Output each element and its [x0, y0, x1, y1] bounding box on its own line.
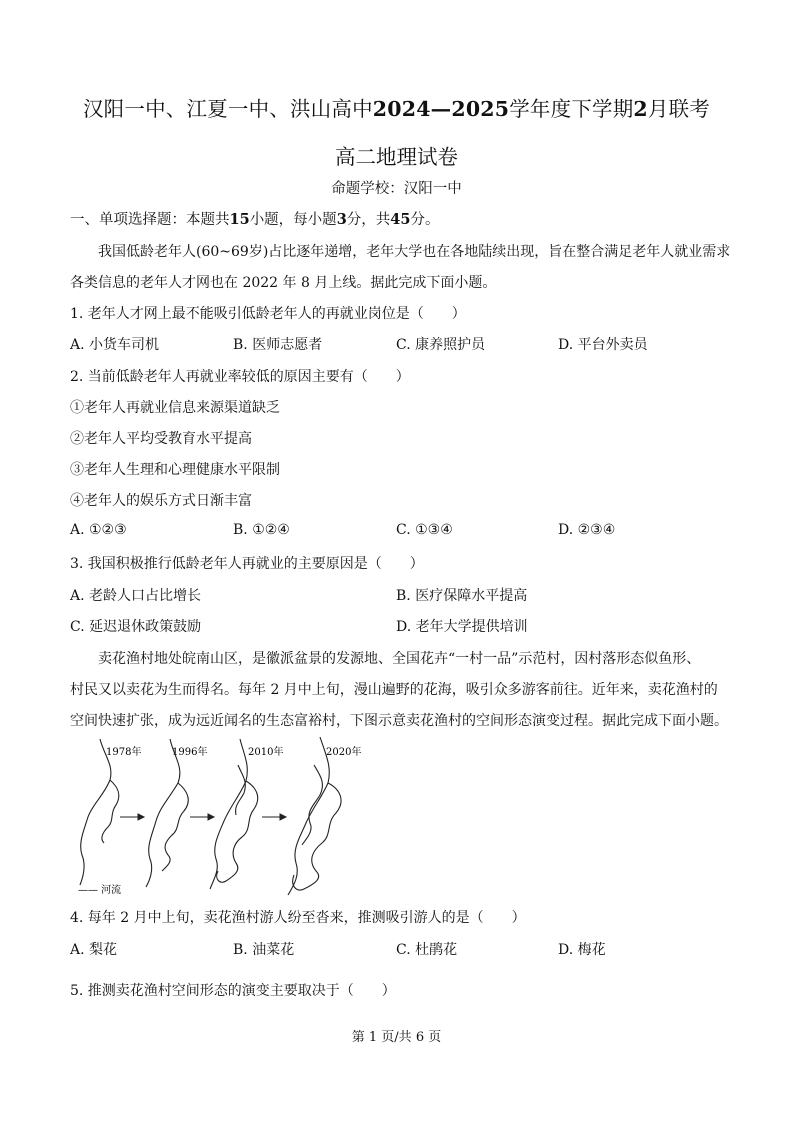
q3-option-d[interactable]: D. 老年大学提供培训: [396, 619, 528, 635]
q5-stem: 5. 推测卖花渔村空间形态的演变主要取决于（ ）: [70, 983, 396, 999]
q4-stem: 4. 每年 2 月中上旬，卖花渔村游人纷至沓来，推测吸引游人的是（ ）: [70, 910, 526, 926]
year-label-2010: 2010年: [248, 747, 284, 758]
q2-option-c[interactable]: C. ①③④: [396, 522, 453, 538]
q4-option-a[interactable]: A. 梨花: [70, 942, 118, 958]
passage2-line2: 村民又以卖花为生而得名。每年 2 月中上旬，漫山遍野的花海，吸引众多游客前往。近年来，卖花渔村的: [70, 682, 718, 698]
section-mid2: 分，共: [346, 212, 391, 228]
title-year: 2024—2025: [372, 97, 510, 121]
village-2020-inner: [302, 765, 322, 845]
passage1-line1: 我国低龄老年人(60~69岁)占比逐年递增，老年大学也在各地陆续出现，旨在整合满足老年人就业需求: [98, 244, 731, 260]
year-label-1978: 1978年: [106, 747, 142, 758]
q2-option-a[interactable]: A. ①②③: [70, 522, 127, 538]
village-2010-inner: [236, 765, 246, 815]
school-line: 命题学校：汉阳一中: [331, 181, 462, 197]
q2-statement-3: ③老年人生理和心理健康水平限制: [70, 462, 280, 478]
figure-legend: —— 河流: [78, 885, 122, 896]
passage2-line1: 卖花渔村地处皖南山区，是徽派盆景的发源地、全国花卉“一村一品”示范村，因村落形态似鱼形、: [98, 651, 701, 667]
exam-title: [0, 92, 793, 122]
q2-statement-2: ②老年人平均受教育水平提高: [70, 431, 252, 447]
q2-statement-1: ①老年人再就业信息来源渠道缺乏: [70, 400, 280, 416]
q3-option-a[interactable]: A. 老龄人口占比增长: [70, 588, 202, 604]
q4-option-d[interactable]: D. 梅花: [558, 942, 606, 958]
q2-option-b[interactable]: B. ①②④: [233, 522, 290, 538]
section-post: 分。: [410, 212, 440, 228]
q1-option-c[interactable]: C. 康养照护员: [396, 337, 486, 353]
section-heading: [70, 208, 439, 229]
title-month: 2: [633, 97, 648, 121]
section-total: 45: [390, 211, 411, 228]
title-schools: 汉阳一中、江夏一中、洪山高中: [82, 97, 373, 121]
q4-option-c[interactable]: C. 杜鹃花: [396, 942, 458, 958]
village-2010: [217, 781, 258, 882]
village-evolution-figure: [70, 735, 370, 900]
q3-stem: 3. 我国积极推行低龄老年人再就业的主要原因是（ ）: [70, 556, 424, 572]
section-points: 3: [336, 211, 347, 228]
exam-subtitle: 高二地理试卷: [335, 145, 458, 169]
title-term: 学年度下学期: [509, 97, 634, 121]
river-1996: [146, 739, 180, 887]
year-label-1996: 1996年: [172, 747, 208, 758]
section-count: 15: [229, 211, 250, 228]
passage1-line2: 各类信息的老年人才网也在 2022 年 8 月上线。据此完成下面小题。: [70, 275, 497, 291]
q1-option-b[interactable]: B. 医师志愿者: [233, 337, 323, 353]
q1-option-d[interactable]: D. 平台外卖员: [558, 337, 648, 353]
q1-stem: 1. 老年人才网上最不能吸引低龄老年人的再就业岗位是（ ）: [70, 306, 466, 322]
q1-option-a[interactable]: A. 小货车司机: [70, 337, 160, 353]
q3-option-c[interactable]: C. 延迟退休政策鼓励: [70, 619, 202, 635]
year-label-2020: 2020年: [326, 747, 362, 758]
q2-statement-4: ④老年人的娱乐方式日渐丰富: [70, 493, 252, 509]
village-1996: [162, 783, 188, 871]
q2-option-d[interactable]: D. ②③④: [558, 522, 616, 538]
page-number: 第 1 页/共 6 页: [351, 1030, 442, 1045]
river-2010: [210, 739, 247, 889]
title-exam: 月联考: [647, 97, 710, 121]
q4-option-b[interactable]: B. 油菜花: [233, 942, 295, 958]
section-mid1: 小题，每小题: [249, 212, 337, 228]
section-pre: 一、单项选择题：本题共: [70, 212, 230, 228]
passage2-line3: 空间快速扩张，成为远近闻名的生态富裕村，下图示意卖花渔村的空间形态演变过程。据此完成下面小题。: [70, 713, 728, 729]
river-1978: [80, 739, 111, 885]
q3-option-b[interactable]: B. 医疗保障水平提高: [396, 588, 528, 604]
q2-stem: 2. 当前低龄老年人再就业率较低的原因主要有（ ）: [70, 369, 410, 385]
